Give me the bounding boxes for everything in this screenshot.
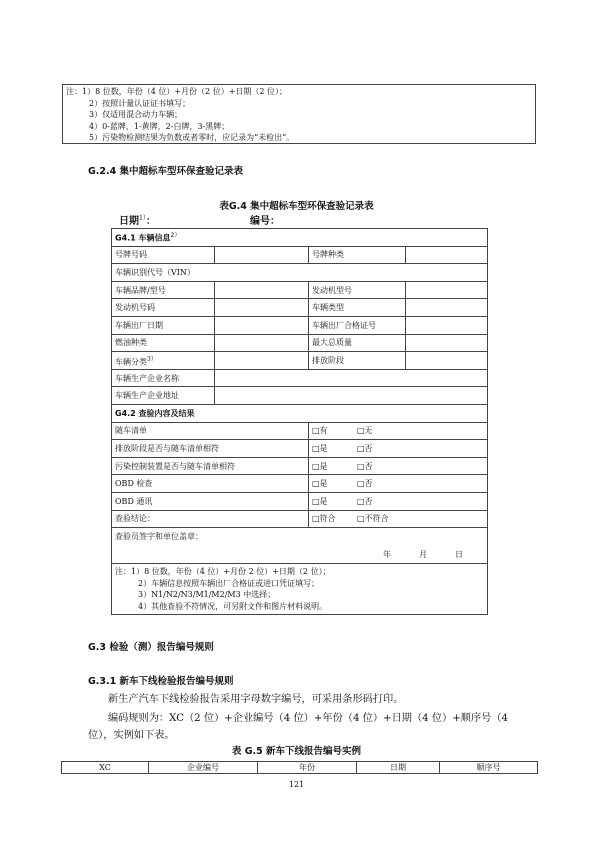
table-row <box>112 316 488 334</box>
column-header: 顺序号 <box>440 762 538 774</box>
field-value[interactable] <box>215 281 309 299</box>
top-note-line: 5）污染物检测结果为负数或者零时，应记录为“未检出”。 <box>89 133 295 143</box>
top-note-box <box>62 84 536 144</box>
check-options <box>309 422 488 440</box>
section-title-vehicle-info <box>112 229 488 247</box>
field-value[interactable] <box>215 334 309 352</box>
checkbox-option[interactable]: □否 <box>357 479 373 489</box>
checkbox-option[interactable]: □否 <box>357 461 373 471</box>
check-label: OBD 检查 <box>112 475 309 493</box>
paragraph-1: 新生产汽车下线检验报告采用字母数字编号，可采用条形码打印。 <box>108 694 404 705</box>
field-value[interactable] <box>215 387 488 405</box>
checkbox-option[interactable]: □是 <box>312 443 328 453</box>
signature-day: 日 <box>455 550 464 560</box>
column-header: XC <box>62 762 149 774</box>
paragraph-2: 编码规则为：XC（2 位）+企业编号（4 位）+年份（4 位）+日期（4 位）+顺序号（4 <box>108 713 508 724</box>
checkbox-option[interactable]: □是 <box>312 461 328 471</box>
section-heading-g3: G.3 检验（测）报告编号规则 <box>88 642 214 653</box>
check-label: 查验结论： <box>112 510 309 528</box>
table-row <box>112 369 488 387</box>
check-label: 污染控制装置是否与随车清单相符 <box>112 457 309 475</box>
table-row <box>112 422 488 440</box>
field-label-text: 车辆分类 <box>115 357 147 367</box>
table-note-line: 4）其他查验不符情况，可另附文件和图片材料说明。 <box>138 601 328 611</box>
check-options <box>309 510 488 528</box>
signature-date <box>355 549 463 560</box>
table-header-row <box>62 762 538 774</box>
date-label <box>119 212 156 227</box>
table-note-line: 注：1）8 位数，年份（4 位）+月份 2 位）+日期（2 位）； <box>115 567 331 577</box>
checkbox-option[interactable]: □无 <box>357 426 373 436</box>
field-label: 车辆生产企业名称 <box>112 369 215 387</box>
field-label: 发动机型号 <box>309 281 406 299</box>
table-row <box>112 440 488 458</box>
checkbox-option[interactable]: □否 <box>357 443 373 453</box>
signature-row <box>112 528 488 564</box>
field-label <box>112 352 215 370</box>
section-title-text: G4.1 车辆信息 <box>115 234 171 244</box>
inspection-record-table <box>111 228 488 615</box>
paragraph-3: 位），实例如下表。 <box>88 730 175 741</box>
column-header: 企业编号 <box>149 762 258 774</box>
top-note-line: 3）仅适用混合动力车辆； <box>89 110 183 120</box>
field-value[interactable] <box>406 281 488 299</box>
signature-month: 月 <box>419 550 428 560</box>
report-number-table <box>61 761 538 774</box>
field-label: 车辆出厂合格证号 <box>309 316 406 334</box>
top-note-line: 2）按照计量认证证书填写； <box>89 98 191 108</box>
table-row <box>112 387 488 405</box>
table-row <box>112 475 488 493</box>
field-label: 发动机号码 <box>112 299 215 317</box>
field-footnote-mark: 3） <box>147 355 157 363</box>
field-value[interactable] <box>215 299 309 317</box>
field-label: 车辆类型 <box>309 299 406 317</box>
check-options <box>309 440 488 458</box>
signature-cell[interactable] <box>112 528 488 564</box>
check-options <box>309 475 488 493</box>
table-title-g4: 表G.4 集中超标车型环保查验记录表 <box>219 201 374 212</box>
top-note-line: 注：1）8 位数，年份（4 位）+月份（2 位）+日期（2 位）； <box>66 87 288 96</box>
column-header: 年份 <box>258 762 357 774</box>
check-options <box>309 457 488 475</box>
field-label[interactable]: 车辆识别代号（VIN） <box>112 264 488 282</box>
table-row <box>112 264 488 282</box>
date-label-colon: ： <box>145 216 156 227</box>
number-label: 编号： <box>250 216 280 227</box>
field-label: 排放阶段 <box>309 352 406 370</box>
check-options <box>309 492 488 510</box>
section-row-check-results <box>112 404 488 422</box>
field-label: 最大总质量 <box>309 334 406 352</box>
top-note-line: 4）0-蓝牌，1-黄牌，2-白牌，3-黑牌； <box>89 121 230 131</box>
field-value[interactable] <box>406 352 488 370</box>
table-note-line: 3）N1/N2/N3/M1/M2/M3 中选择； <box>138 590 276 600</box>
field-label: 车辆生产企业地址 <box>112 387 215 405</box>
field-label: 燃油种类 <box>112 334 215 352</box>
check-label: 随车清单 <box>112 422 309 440</box>
field-value[interactable] <box>406 299 488 317</box>
date-footnote-mark: 1） <box>139 214 146 222</box>
table-row <box>112 299 488 317</box>
signature-year: 年 <box>383 550 392 560</box>
field-value[interactable] <box>215 316 309 334</box>
table-note-row <box>112 564 488 615</box>
checkbox-option[interactable]: □是 <box>312 496 328 506</box>
table-row <box>112 352 488 370</box>
field-label: 车辆出厂日期 <box>112 316 215 334</box>
table-row <box>112 281 488 299</box>
section-footnote-mark: 2） <box>170 232 181 240</box>
field-value[interactable] <box>215 246 309 264</box>
field-label: 号牌种类 <box>309 246 406 264</box>
field-value[interactable] <box>406 246 488 264</box>
field-value[interactable] <box>406 334 488 352</box>
section-heading-g31: G.3.1 新车下线检验报告编号规则 <box>88 676 234 687</box>
signature-label: 查验员签字和单位盖章： <box>115 532 203 542</box>
table-row <box>112 457 488 475</box>
checkbox-option[interactable]: □有 <box>312 426 328 436</box>
date-label-text: 日期 <box>119 216 139 227</box>
column-header: 日期 <box>357 762 440 774</box>
section-title-check-results: G4.2 查验内容及结果 <box>112 404 488 422</box>
field-label: 号牌号码 <box>112 246 215 264</box>
check-label: OBD 通讯 <box>112 492 309 510</box>
table-row <box>112 334 488 352</box>
check-label: 排放阶段是否与随车清单相符 <box>112 440 309 458</box>
table-note <box>112 564 488 615</box>
field-value[interactable] <box>215 369 488 387</box>
field-value[interactable] <box>215 352 309 370</box>
checkbox-option[interactable]: □不符合 <box>357 514 389 524</box>
page-number: 121 <box>288 780 305 789</box>
table-title-g5: 表 G.5 新车下线报告编号实例 <box>231 746 362 757</box>
field-label: 车辆品牌/型号 <box>112 281 215 299</box>
checkbox-option[interactable]: □符合 <box>312 514 336 524</box>
table-row <box>112 246 488 264</box>
field-value[interactable] <box>406 316 488 334</box>
section-heading-g24: G.2.4 集中超标车型环保查验记录表 <box>88 166 244 177</box>
table-note-line: 2）车辆信息按照车辆出厂合格证或进口凭证填写； <box>138 578 320 588</box>
section-row-vehicle-info <box>112 229 488 247</box>
table-row <box>112 492 488 510</box>
checkbox-option[interactable]: □否 <box>357 496 373 506</box>
checkbox-option[interactable]: □是 <box>312 479 328 489</box>
table-row <box>112 510 488 528</box>
